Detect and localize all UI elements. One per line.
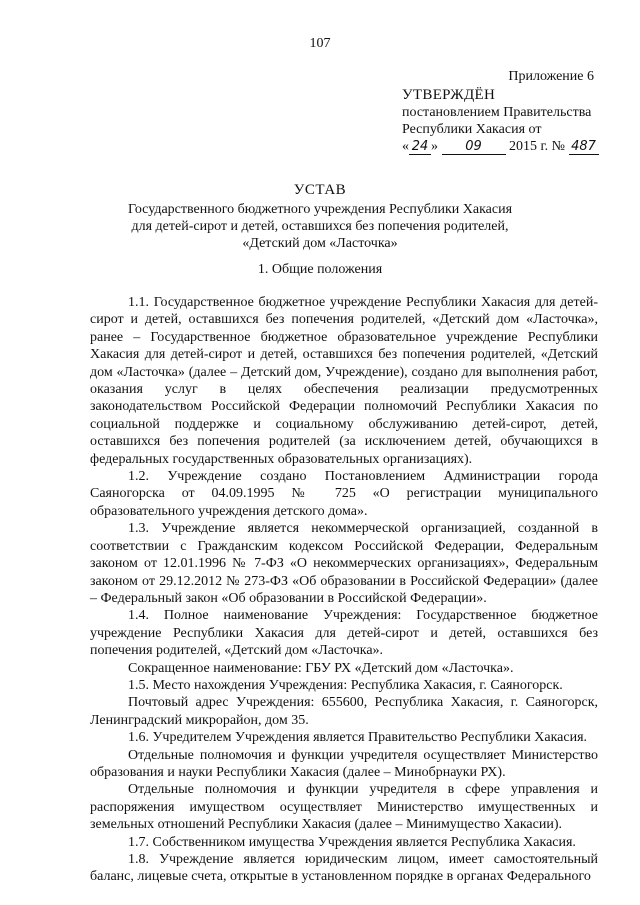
approval-stamp-block (402, 68, 602, 155)
paragraph-1-4: 1.4. Полное наименование Учреждения: Государственное бюджетное учреждение Республики Хакасия для детей-сирот и детей, оставшихся без попечения родителей, «Детский дом «Ласточка». (90, 608, 598, 659)
paragraph-postal-address: Почтовый адрес Учреждения: 655600, Республика Хакасия, г. Саяногорск, Ленинградский микрорайон, дом 35. (90, 695, 598, 728)
date-open-quote: « (402, 139, 409, 154)
approved-by-line-2: Республики Хакасия от (402, 122, 542, 137)
body-text (90, 294, 598, 886)
paragraph-1-1: 1.1. Государственное бюджетное учреждение Республики Хакасия для детей-сирот и детей, оставшихся без попечения родителей, «Детский дом «Ласточка», ранее – Государственное бюджетное образовательное учреждение Республики Хакасия для детей-сирот и детей, оставшихся без попечения родителей, «Детский дом «Ласточка» (далее – Детский дом, Учреждение), создано для выполнения работ, оказания услуг в целях обеспечения реализации предусмотренных законодательством Российской Федерации полномочий Республики Хакасия по социальной поддержке и социальному обслуживанию детей-сирот, детей, оставшихся без попечения родителей (за исключением детей, обучающихся в федеральных государственных образовательных организациях). (90, 295, 598, 467)
title-line-2: для детей-сирот и детей, оставшихся без попечения родителей, (131, 219, 509, 234)
charter-title-block (0, 182, 640, 252)
document-title: УСТАВ (293, 182, 347, 198)
title-line-3: «Детский дом «Ласточка» (242, 236, 398, 251)
date-year: 2015 г. № (509, 139, 566, 154)
annex-label: Приложение 6 (508, 69, 594, 84)
section-heading: 1. Общие положения (257, 262, 383, 277)
paragraph-1-5: 1.5. Место нахождения Учреждения: Республика Хакасия, г. Саяногорск. (128, 677, 563, 693)
decree-date-line (402, 138, 602, 155)
paragraph-1-2: 1.2. Учреждение создано Постановлением Администрации города Саяногорска от 04.09.1995 № 725 «О регистрации муниципального образовательного учреждения детского дома». (90, 469, 598, 519)
handwritten-day: 24 (409, 140, 431, 155)
handwritten-decree-number: 487 (569, 140, 599, 155)
paragraph-1-6: 1.6. Учредителем Учреждения является Правительство Республики Хакасия. (128, 730, 588, 746)
paragraph-founder-functions: Отдельные полномочия и функции учредителя осуществляет Министерство образования и науки Республики Хакасия (далее – Минобрнауки РХ). (90, 747, 598, 780)
date-close-quote: » (431, 139, 438, 154)
paragraph-1-8: 1.8. Учреждение является юридическим лицом, имеет самостоятельный баланс, лицевые счета, открытые в установленном порядке в органах Федерального (90, 852, 598, 885)
page-number: 107 (309, 36, 331, 51)
handwritten-month: 09 (442, 140, 506, 155)
approved-label: УТВЕРЖДЁН (402, 87, 496, 103)
paragraph-1-7: 1.7. Собственником имущества Учреждения является Республика Хакасия. (128, 834, 576, 850)
title-line-1: Государственного бюджетного учреждения Республики Хакасия (127, 202, 513, 217)
approved-by-line-1: постановлением Правительства (402, 105, 592, 120)
paragraph-property-functions: Отдельные полномочия и функции учредителя в сфере управления и распоряжения имуществом осуществляет Министерство имущественных и земельных отношений Республики Хакасия (далее – Минимущество Хакасии). (90, 782, 598, 833)
paragraph-1-3: 1.3. Учреждение является некоммерческой организацией, созданной в соответствии с Гражданским кодексом Российской Федерации, Федеральным законом от 12.01.1996 № 7-ФЗ «О некоммерческих организациях», Федеральным законом от 29.12.2012 № 273-ФЗ «Об образовании в Российской Федерации» (далее – Федеральный закон «Об образовании в Российской Федерации». (90, 521, 598, 606)
paragraph-short-name: Сокращенное наименование: ГБУ РХ «Детский дом «Ласточка». (128, 660, 514, 676)
